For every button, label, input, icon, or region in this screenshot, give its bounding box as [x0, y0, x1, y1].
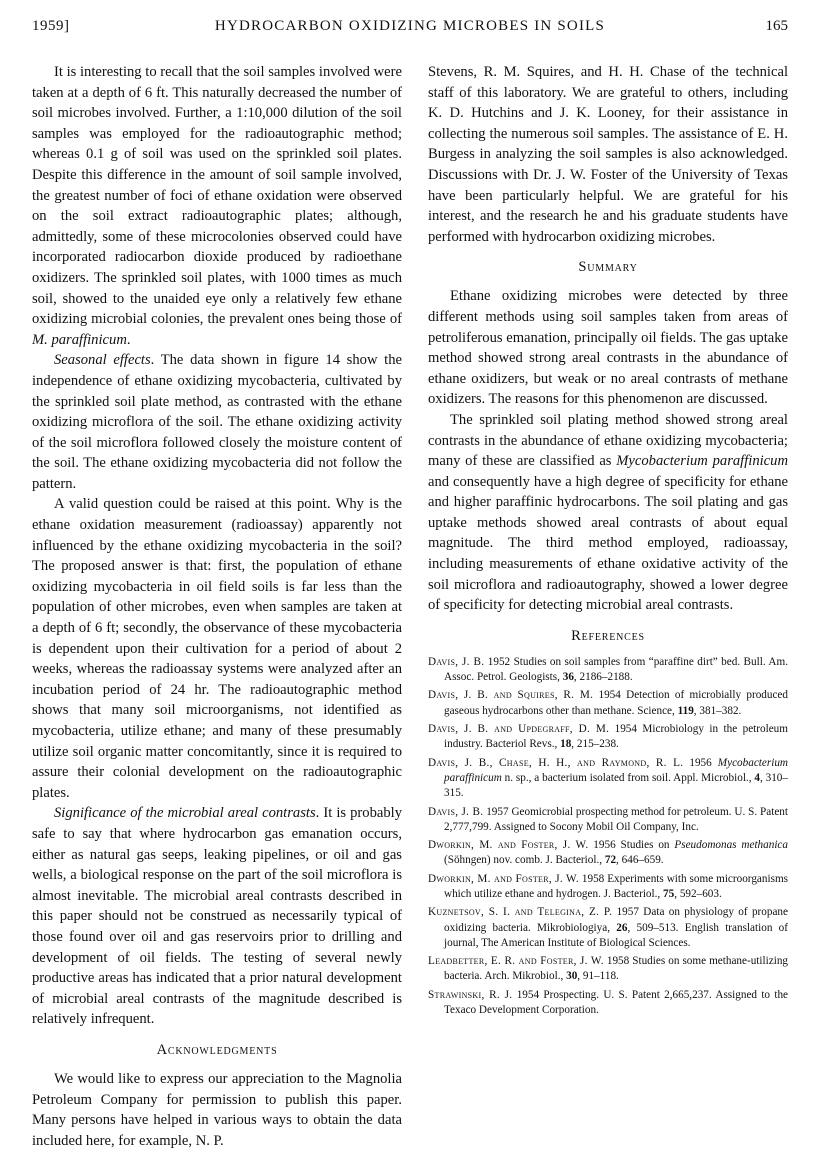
- reference-text: , 2186–2188.: [573, 671, 633, 684]
- reference-authors: Davis, J. B.: [428, 655, 485, 668]
- reference-text: n. sp., a bacterium isolated from soil. Appl. Microbiol.,: [501, 771, 755, 784]
- summary-heading: Summary: [578, 259, 638, 276]
- species-name: Mycobacterium paraffinicum: [616, 453, 788, 470]
- reference-text: , 215–238.: [571, 738, 619, 751]
- body-paragraph: The sprinkled soil plating method showed strong areal contrasts in the abundance of ethane oxidizing mycobacteria; many of these are classified as Mycobacterium paraffinicum and consequently have a high degree of specificity for ethane and higher paraffinic hydrocarbons. The soil plating and gas uptake methods showed areal contrasts of about equal magnitude. The third method employed, radioassay, including measurements of ethane oxidative activity of the soil microflora and radioautography, showed a lower degree of specificity for detecting microbial areal contrasts.: [428, 411, 788, 614]
- species-name: M. paraffinicum: [32, 331, 127, 348]
- running-header: [32, 18, 788, 44]
- reference-item: [428, 905, 788, 951]
- reference-volume: 4: [754, 771, 760, 784]
- reference-text: 1957 Data on physiology of propane oxidizing bacteria. Mikrobiologiya,: [444, 906, 788, 934]
- reference-volume: 75: [663, 888, 675, 900]
- reference-volume: 30: [566, 970, 578, 983]
- body-paragraph: Stevens, R. M. Squires, and H. H. Chase of the technical staff of this laboratory. We are grateful to others, including K. D. Hutchins and J. K. Looney, for their assistance in collecting the numerous soil samples. The assistance of E. H. Burgess in analyzing the soil samples is also acknowledged. Discussions with Dr. J. W. Foster of the University of Texas have been particularly helpful. We are grateful for his interest, and the research he and his graduate students have performed with hydrocarbon oxidizing microbes.: [428, 64, 788, 245]
- reference-authors: Davis, J. B.: [428, 805, 484, 818]
- reference-text: 1957 Geomicrobial prospecting method for petroleum. U. S. Patent 2,777,799. Assigned to Socony Mobil Oil Company, Inc.: [444, 805, 788, 833]
- acknowledgments-heading: Acknowledgments: [156, 1041, 278, 1058]
- reference-text: , 592–603.: [674, 888, 722, 900]
- reference-item: [428, 988, 788, 1019]
- right-column: [428, 62, 788, 1021]
- reference-text: 1954 Detection of microbially produced gaseous hydrocarbons other than methane. Science,: [444, 689, 788, 717]
- reference-volume: 119: [677, 704, 694, 717]
- body-paragraph: Significance of the microbial areal contrasts. It is probably safe to say that where hydrocarbon gas emanation occurs, either as natural gas seeps, leaking pipelines, or oil and gas wells, a biological response on the part of the soil microflora is almost inevitable. The microbial areal contrasts described in this paper should not be construed as necessarily typical of those found over oil and gas reservoirs prior to drilling and development of oil fields. The testing of several newly productive areas has indicated that a prior natural development of microbial areal contrasts of the magnitude described is relatively infrequent.: [32, 805, 402, 1028]
- reference-text: 1954 Microbiology in the petroleum industry. Bacteriol Revs.,: [444, 723, 788, 751]
- running-title: HYDROCARBON OXIDIZING MICROBES IN SOILS: [214, 18, 606, 34]
- body-paragraph: It is interesting to recall that the soil samples involved were taken at a depth of 6 ft. This naturally decreased the number of soil microbes involved. Further, a 1:10,000 dilution of the soil samples was employed for the radioautographic method; whereas 0.1 g of soil was used on the sprinkled soil plates. Despite this difference in the amount of soil sample involved, the greatest number of foci of ethane oxidation were observed on the soil extract radioautographic plates; although, admittedly, some of these microcolonies observed could have incorporated radiocarbon dioxide produced by radioethane oxidizers. The sprinkled soil plates, with 1000 times as much soil, showed to the unaided eye only a relatively few ethane oxidizing microbial colonies, the prevalent ones being those of M. paraffinicum.: [32, 64, 402, 348]
- reference-authors: Dworkin, M. and Foster, J. W.: [428, 872, 579, 885]
- reference-authors: Davis, J. B., Chase, H. H., and Raymond, R. L.: [428, 756, 684, 769]
- body-paragraph: Ethane oxidizing microbes were detected by three different methods using soil samples taken from areas of petroliferous emanation, principally oil fields. The gas uptake method showed strong areal contrasts in the abundance of ethane oxidizers, but weak or no areal contrasts of methane oxidizers. The reasons for this phenomenon are discussed.: [428, 288, 789, 408]
- reference-volume: 26: [616, 921, 628, 934]
- body-paragraph: A valid question could be raised at this point. Why is the ethane oxidation measurement (radioassay) apparently not influenced by the ethane oxidizing mycobacteria in the soil? The proposed answer is that: first, the population of ethane oxidizing mycobacteria in oil field soils is far less than the population of other microbes, even when samples are taken at a depth of 6 ft; secondly, the observance of these mycobacteria is dependent upon their cultivation for a period of about 2 weeks, whereas the radioassay systems were analyzed after an incubation period of 24 hr. The radioautographic method shows that many soil microorganisms, not identified as mycobacteria, utilize ethane; and many of these presumably utilize soil organic matter concomitantly, since it is required to assure their colonial development on the radioautographic plates.: [32, 496, 402, 801]
- body-paragraph: We would like to express our appreciation to the Magnolia Petroleum Company for permission to publish this paper. Many persons have helped in various ways to obtain the data included here, for example, N. P.: [32, 1070, 402, 1149]
- reference-authors: Strawinski, R. J.: [428, 988, 513, 1001]
- reference-authors: Davis, J. B. and Updegraff, D. M.: [428, 723, 610, 736]
- reference-text: 1956: [683, 756, 718, 769]
- references-heading: References: [571, 627, 645, 644]
- run-in-heading: Significance of the microbial areal contrasts: [54, 805, 316, 822]
- reference-text: 1956 Studies on: [588, 839, 675, 852]
- reference-volume: 36: [562, 671, 574, 684]
- page-number: 165: [765, 18, 788, 34]
- reference-text: , 646–659.: [616, 854, 664, 867]
- reference-text: 1958 Studies on some methane-utilizing bacteria. Arch. Mikrobiol.,: [444, 955, 789, 983]
- body-paragraph: Seasonal effects. The data shown in figure 14 show the independence of ethane oxidizing mycobacteria, cultivated by the sprinkled soil plate method, as contrasted with the ethane oxidizing microflora of the soil. The ethane oxidizing activity of the soil microflora followed closely the moisture content of the soil. The ethane oxidizing mycobacteria did not follow the pattern.: [32, 352, 403, 492]
- reference-item: [428, 722, 788, 753]
- reference-text: , 91–118.: [577, 970, 619, 983]
- reference-item: [428, 838, 788, 869]
- reference-text: , 310–315.: [444, 771, 788, 800]
- reference-item: [428, 756, 788, 802]
- reference-italic-title: Mycobacterium paraffinicum: [444, 756, 789, 784]
- reference-list: [428, 655, 788, 1019]
- reference-text: (Söhngen) nov. comb. J. Bacteriol.,: [444, 854, 605, 867]
- reference-item: [428, 655, 788, 686]
- reference-text: 1954 Prospecting. U. S. Patent 2,665,237. Assigned to the Texaco Development Corporation.: [444, 988, 789, 1017]
- reference-item: [428, 805, 788, 836]
- reference-item: [428, 872, 788, 903]
- left-column: [32, 62, 402, 1151]
- reference-text: 1958 Experiments with some microorganisms which utilize ethane and hydrogen. J. Bacteriol.,: [444, 872, 789, 900]
- run-in-heading: Seasonal effects: [54, 352, 151, 369]
- reference-item: [428, 688, 788, 719]
- reference-authors: Leadbetter, E. R. and Foster, J. W.: [428, 955, 604, 968]
- reference-italic-title: Pseudomonas methanica: [674, 839, 788, 852]
- reference-volume: 72: [604, 854, 617, 867]
- journal-year: 1959]: [32, 18, 70, 34]
- reference-text: , 509–513. English translation of journal, The American Institute of Biological Sciences.: [444, 921, 789, 949]
- reference-authors: Davis, J. B. and Squires, R. M.: [428, 689, 594, 702]
- reference-text: 1952 Studies on soil samples from “paraffine dirt” bed. Bull. Am. Assoc. Petrol. Geologists,: [444, 655, 788, 684]
- reference-volume: 18: [560, 738, 572, 751]
- reference-authors: Kuznetsov, S. I. and Telegina, Z. P.: [428, 906, 613, 919]
- reference-item: [428, 954, 788, 985]
- reference-text: , 381–382.: [693, 704, 742, 717]
- reference-authors: Dworkin, M. and Foster, J. W.: [428, 839, 589, 852]
